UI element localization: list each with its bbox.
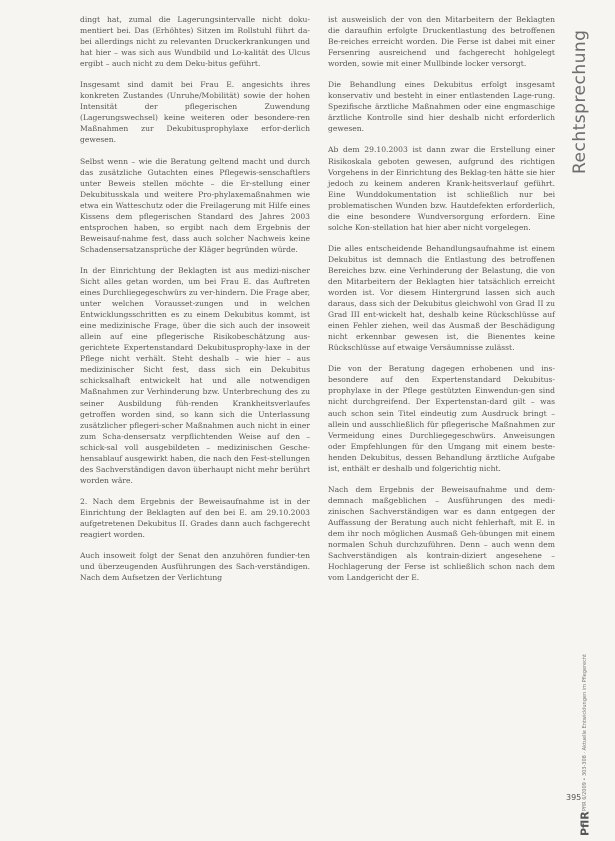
left-column — [80, 14, 310, 593]
right-paragraph-4: Die alles entscheidende Behandlungsaufnahme ist einem Dekubitus ist demnach die Entlastung des betroffenen Bereiches bzw. eine Verhinderung der Belastung, die von den Mitarbeitern der Beklagten hier tatsächlich erreicht worden ist. Vor diesem Hintergrund lassen sich auch daraus, dass sich der Dekubitus gleichwohl von Grad II zu Grad III ent-wickelt hat, deshalb keine Rückschlüsse auf einen Fehler ziehen, weil das Ausmaß der Beschädigung nicht erkennbar gewesen ist, die Bienentes keine Rückschlüsse auf etwaige Versäumnisse zulässt. — [328, 243, 555, 353]
journal-reference: PflR 6/2009 • 303-308 · Aktuelle Entwicklungen im Pflegerecht — [582, 654, 588, 812]
section-title: Rechtsprechung — [570, 30, 590, 175]
right-column — [328, 14, 555, 593]
right-paragraph-5: Die von der Beratung dagegen erhobenen und ins-besondere auf den Expertenstandard Dekubitus-prophylaxe in der Pflege gestützten Einwendun-gen sind nicht durchgreifend. Der Expertenstan-dard gilt – was auch schon sein Titel eindeutig zum Ausdruck bringt – allein und ausschließlich für pflegerische Maßnahmen zur Vermeidung eines Durchliegegeschwürs. Anweisungen oder Empfehlungen für den Umgang mit einem beste-henden Dekubitus, dessen Behandlung ärztliche Aufgabe ist, enthält er deshalb und folgerichtig nicht. — [328, 364, 555, 473]
right-paragraph-3: Ab dem 29.10.2003 ist dann zwar die Erstellung einer Risikoskala geboten gewesen, aufgrund des richtigen Vorgehens in der Einrichtung des Beklag-ten hätte sie hier jedoch zu keinem anderen Krank-heitsverlauf geführt. Eine Wunddokumentation ist schließlich nur bei problematischen Wunden bzw. Hautdefekten erforderlich, die eine besondere Wundversorgung erfordern. Eine solche Kon-stellation hat hier aber nicht vorgelegen. — [328, 145, 555, 232]
left-paragraph-4: In der Einrichtung der Beklagten ist aus medizi-nischer Sicht alles getan worden, um bei Frau E. das Auftreten eines Durchliegegeschwürs zu ver-hindern. Die Frage aber, unter welchen Vorausset-zungen und in welchen Entwicklungsschritten es zu einem Dekubitus kommt, ist eine medizinische Frage, über die sich auch der insoweit allein auf eine pflegerische Risikobeschätzung aus-gerichtete Expertenstandard Dekubitusprophy-laxe in der Pflege nicht verhält. Steht deshalb – wie hier – aus medizinischer Sicht fest, dass sich ein Dekubitus schicksalhaft entwickelt hat und alle notwendigen Maßnahmen zur Verhinderung bzw. Unterbrechung des zu seiner Ausbildung füh-renden Krankheitsverlaufes getroffen worden sind, so kann sich die Unterlassung zusätzlicher pflegeri-scher Maßnahmen auch nicht in einer zum Scha-densersatz verpflichtenden Weise auf den – schick-sal voll ausgebildeten – medizinischen Gesche-hensablauf ausgewirkt haben, die nach den Fest-stellungen des Sachverständigen davon überhaupt nicht mehr berührt worden wäre. — [80, 265, 310, 485]
left-paragraph-5: 2. Nach dem Ergebnis der Beweisaufnahme ist in der Einrichtung der Beklagten auf den bei E. am 29.10.2003 aufgetretenen Dekubitus II. Grades dann auch fachgerecht reagiert worden. — [80, 496, 310, 540]
right-paragraph-2: Die Behandlung eines Dekubitus erfolgt insgesamt konservativ und besteht in einer entlastenden Lage-rung. Spezifische ärztliche Maßnahmen oder eine engmaschige ärztliche Kontrolle sind hier deshalb nicht erforderlich gewesen. — [328, 80, 555, 134]
page-number: 395 — [566, 793, 582, 802]
left-paragraph-2: Insgesamt sind damit bei Frau E. angesichts ihres konkreten Zustandes (Unruhe/Mobilität) sowie der hohen Intensität der pflegerischen Zuwendung (Lagerungswechsel) keine weiteren oder besondere-ren Maßnahmen zur Dekubitusprophylaxe erfor-derlich gewesen. — [80, 80, 310, 145]
left-paragraph-6: Auch insoweit folgt der Senat den anzuhören fundier-ten und überzeugenden Ausführungen des Sach-verständigen. Nach dem Aufsetzen der Verlichtung — [80, 551, 310, 583]
right-paragraph-6: Nach dem Ergebnis der Beweisaufnahme und dem-demnach maßgeblichen – Ausführungen des medi-zinischen Sachverständigen war es dann entgegen der Auffassung der Beratung auch nicht fehlerhaft, mit E. in dem ihr noch möglichen Ausmaß Geh-übungen mit einem normalen Schuh durchzuführen. Denn – auch wenn dem Sachverständigen als kontrain-diziert angesehene – Hochlagerung der Ferse ist schließlich schon nach dem vom Landgericht der E. — [328, 484, 555, 583]
right-paragraph-1: ist ausweislich der von den Mitarbeitern der Beklagten die daraufhin erfolgte Druckentlastung des betroffenen Be-reiches erreicht worden. Die Ferse ist dabei mit einer Fersenring ausreichend und fachgerecht hohlgelegt worden, sowie mit einer Mullbinde locker versorgt. — [328, 15, 555, 69]
journal-logo: PflR — [578, 811, 592, 836]
left-paragraph-3: Selbst wenn – wie die Beratung geltend macht und durch das zusätzliche Gutachten eines Pflegewis-senschaftlers unter Beweis stellen möchte – die Er-stellung einer Dekubitusskala und weitere Pro-phylaxemaßnahmen wie etwa ein Watteschutz oder die Freilagerung mit Hilfe eines Kissens dem pflegerischen Standard des Jahres 2003 entsprochen haben, so ergibt nach dem Ergebnis der Beweisauf-nahme fest, dass auch solcher Nachweis keine Schadensersatzansprüche der Kläger begründen würde. — [80, 156, 310, 254]
left-paragraph-1: dingt hat, zumal die Lagerungsintervalle nicht doku-mentiert bei. Das (Erhöhtes) Sitzen im Rollstuhl führt da-bei allerdings nicht zu relevanten Druckerkrankungen und hat hier – was sich aus Wundbild und Lo-kalität des Ulcus ergibt – auch nicht zu dem Deku-bitus geführt. — [80, 15, 310, 69]
